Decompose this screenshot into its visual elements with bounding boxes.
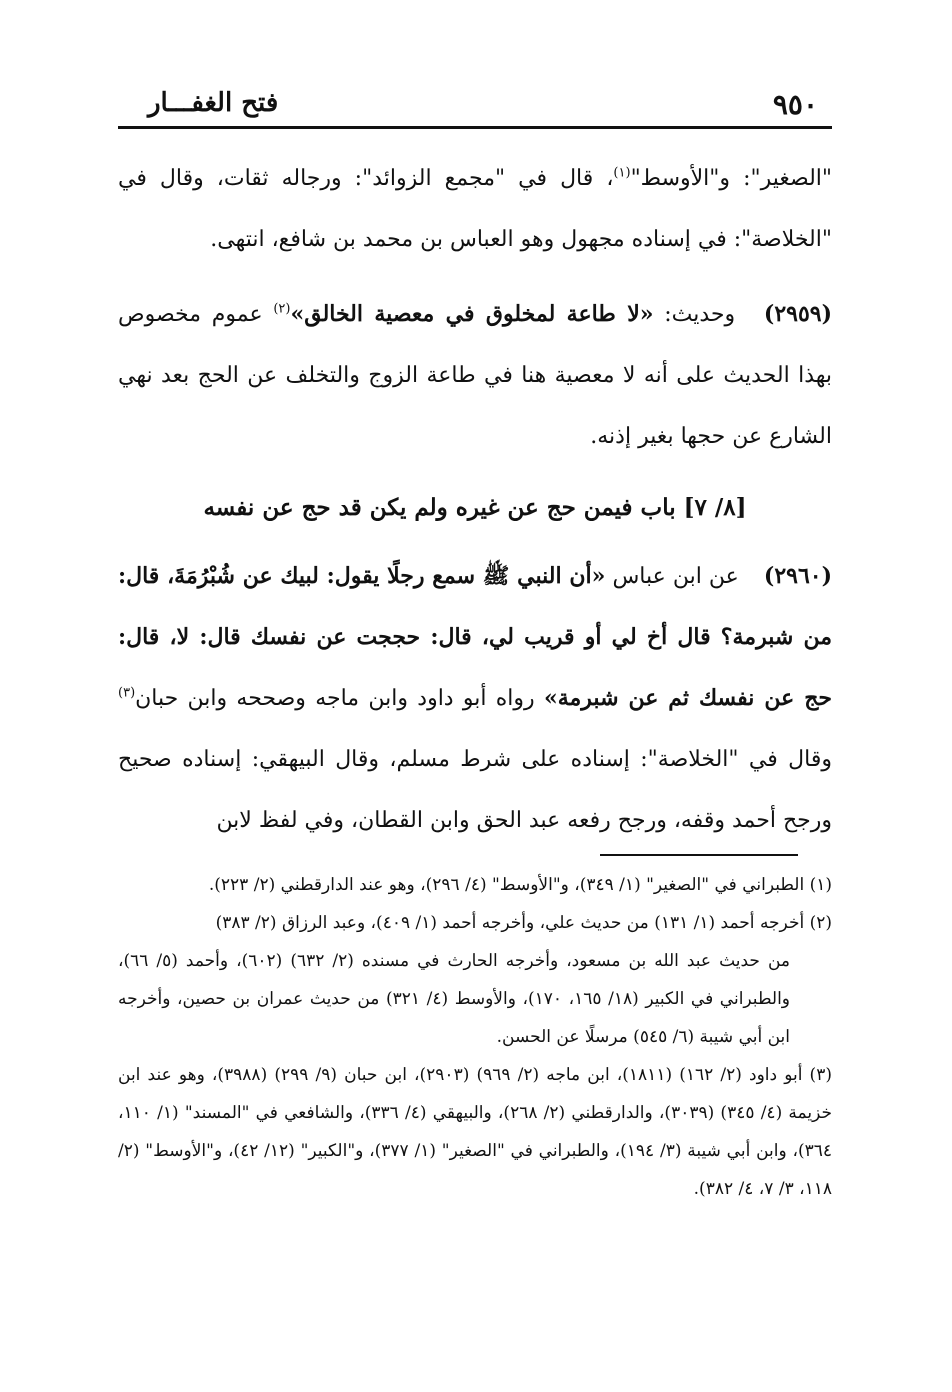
paragraph-2960: (٢٩٦٠) عن ابن عباس «أن النبي ﷺ سمع رجلًا يقول: لبيك عن شُبْرُمَةَ، قال: من شبرمة؟ قال أخ لي أو قريب لي، قال: حججت عن نفسك قال: لا، قال: حج عن نفسك ثم عن شبرمة» رواه أبو داود وابن ماجه وصححه وابن حبان$^{(٣)}$ وقال في "الخلاصة": إسناده على شرط مسلم، وقال البيهقي: إسناده صحيح ورجح أحمد وقفه، ورجح رفعه عبد الحق وابن القطان، وفي لفظ لابن [118,563,833,833]
paragraph-1: "الصغير": و"الأوسط"$^{(١)}$، قال في "مجمع الزوائد": ورجاله ثقات، وقال في "الخلاصة": في إسناده مجهول وهو العباس بن محمد بن شافع، انتهى. [118,165,833,252]
main-text [118,148,832,851]
page-header [118,82,832,129]
paragraph-2959: (٢٩٥٩) وحديث: «لا طاعة لمخلوق في معصية الخالق»$^{(٢)}$ عموم مخصوص بهذا الحديث على أنه لا معصية هنا في طاعة الزوج والتخلف عن الحج بعد نهي الشارع عن حجها بغير إذنه. [118,301,833,449]
hadith-number: (٢٩٦٠) [763,563,832,589]
chapter-heading: [٨/ ٧] باب فيمن حج عن غيره ولم يكن قد حج عن نفسه [203,494,747,521]
footnote-ref-3: (٣) [118,685,136,701]
footnote-2: (٢) أخرجه أحمد (١/ ١٣١) من حديث علي، وأخرجه أحمد (١/ ٤٠٩)، وعبد الرزاق (٢/ ٣٨٣) [215,913,832,933]
footnote-ref-1: (١) [613,165,631,181]
footnote-divider [600,854,798,856]
hadith-number: (٢٩٥٩) [763,301,832,327]
hadith-text: «أن النبي ﷺ سمع رجلًا يقول: لبيك عن شُبْرُمَةَ، قال: من شبرمة؟ قال أخ لي أو قريب لي، قال: حججت عن نفسك قال: لا، قال: حج عن نفسك ثم عن شبرمة» [118,563,833,711]
footnote-2-continued: من حديث عبد الله بن مسعود، وأخرجه الحارث في مسنده (٢/ ٦٣٢) (٦٠٢)، وأحمد (٥/ ٦٦)، والطبراني في الكبير (١٨/ ١٦٥، ١٧٠)، والأوسط (٤/ ٣٢١) من حديث عمران بن حصين، وأخرجه ابن أبي شيبة (٦/ ٥٤٥) مرسلًا عن الحسن. [118,951,790,1047]
footnote-1: (١) الطبراني في "الصغير" (١/ ٣٤٩)، و"الأوسط" (٤/ ٢٩٦)، وهو عند الدارقطني (٢/ ٢٢٣). [208,875,832,895]
running-title: فتح الغفـــار [148,88,279,118]
hadith-text: «لا طاعة لمخلوق في معصية الخالق» [290,301,654,327]
footnotes [118,866,832,1208]
footnote-3: (٣) أبو داود (٢/ ١٦٢) (١٨١١)، ابن ماجه (٢/ ٩٦٩) (٢٩٠٣)، ابن حبان (٩/ ٢٩٩) (٣٩٨٨)، وهو عند ابن خزيمة (٤/ ٣٤٥) (٣٠٣٩)، والدارقطني (٢/ ٢٦٨)، والبيهقي (٤/ ٣٣٦)، والشافعي في "المسند" (١/ ١١٠، ٣٦٤)، وابن أبي شيبة (٣/ ١٩٤)، والطبراني في "الصغير" (١/ ٣٧٧)، و"الكبير" (١٢/ ٤٢)، و"الأوسط" (٢/ ١١٨، ٣/ ٧، ٤/ ٣٨٢). [118,1065,833,1199]
page-number: ٩٥٠ [772,88,818,121]
footnote-ref-2: (٢) [273,301,291,317]
